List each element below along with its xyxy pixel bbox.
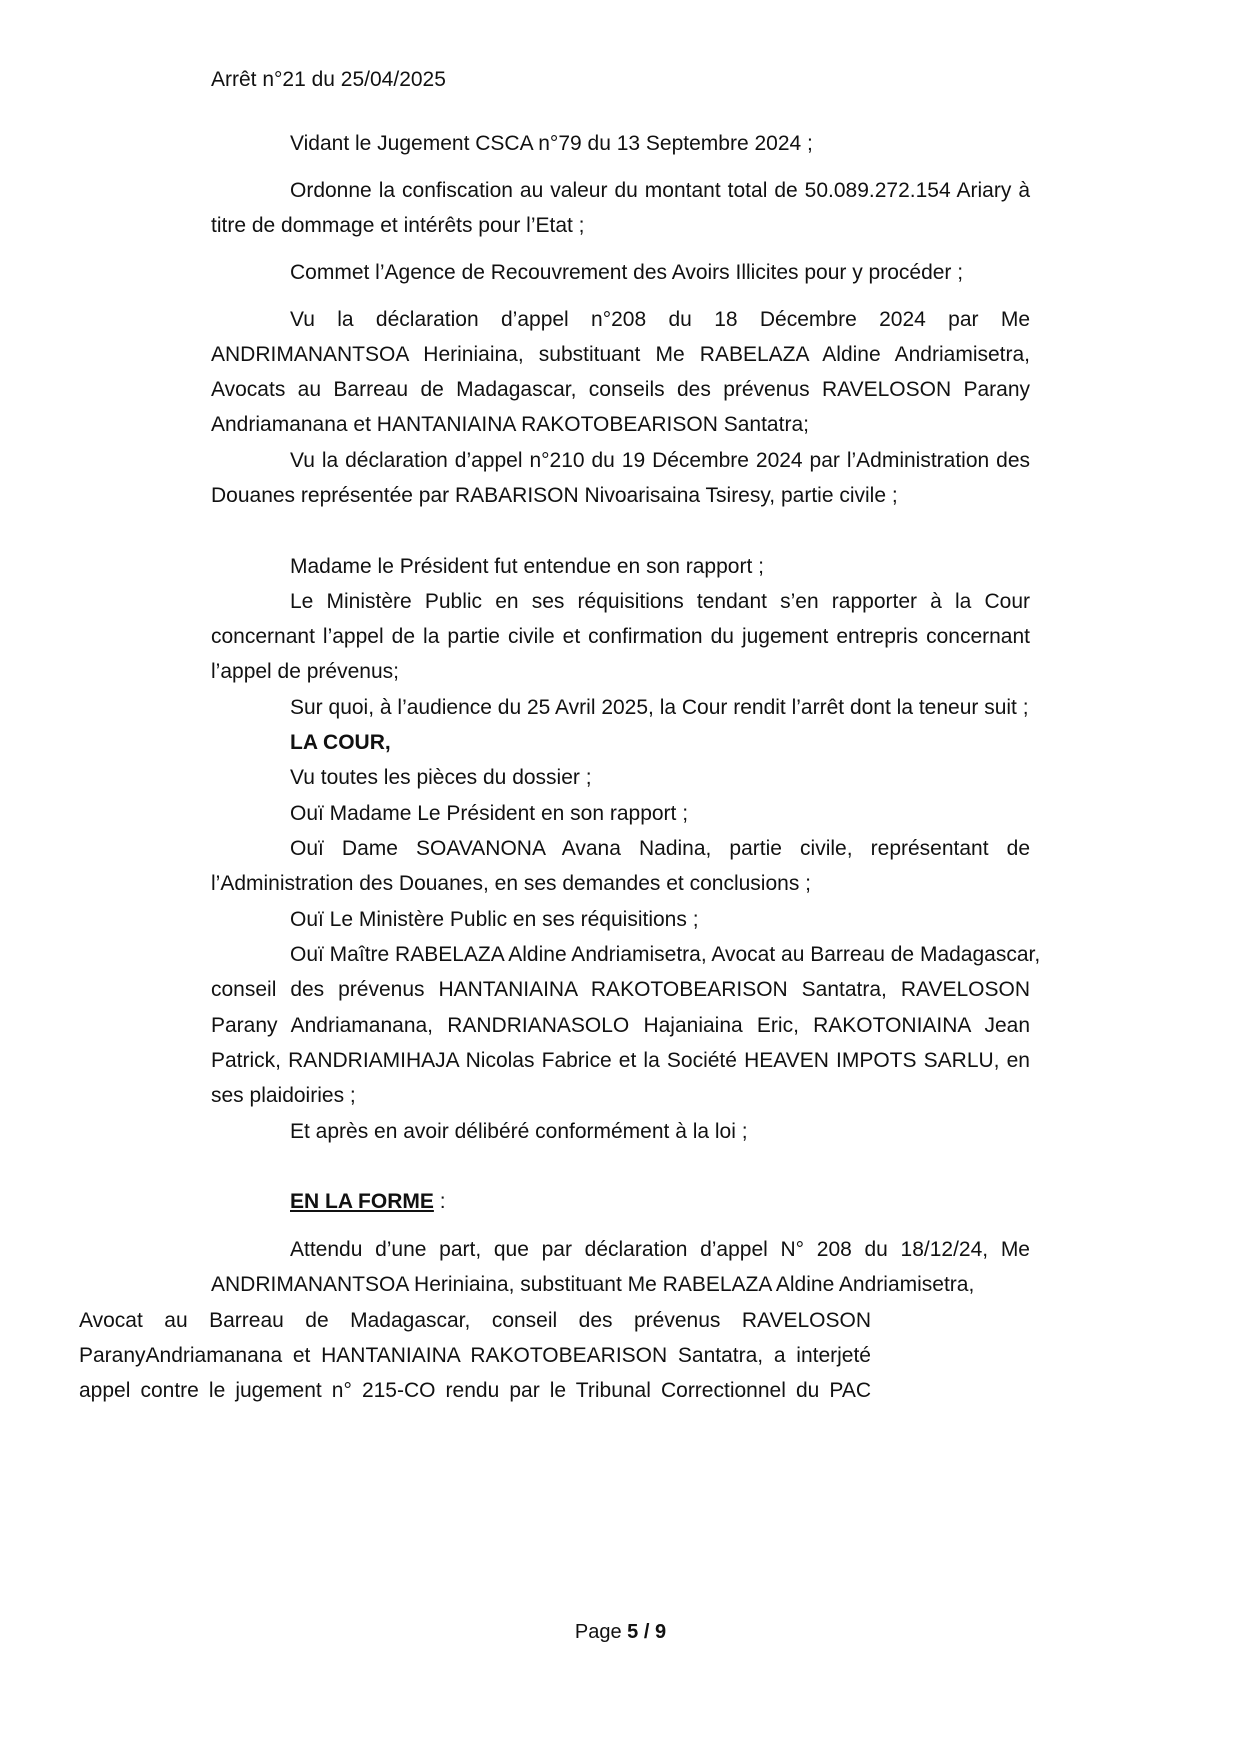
section-heading: [290, 1184, 446, 1220]
text-line: Douanes représentée par RABARISON Nivoarisaina Tsiresy, partie civile ;: [211, 484, 898, 507]
page-separator: /: [643, 1621, 650, 1643]
text-line: Vu la déclaration d’appel n°210 du 19 Décembre 2024 par l’Administration des: [290, 449, 1030, 472]
text-line: Parany Andriamanana, RANDRIANASOLO Hajaniaina Eric, RAKOTONIAINA Jean: [211, 1014, 1030, 1037]
text-line: ses plaidoiries ;: [211, 1084, 356, 1107]
section-heading: LA COUR,: [290, 731, 391, 754]
text-line: ANDRIMANANTSOA Heriniaina, substituant Me RABELAZA Aldine Andriamisetra,: [211, 343, 1030, 366]
text-line: Vidant le Jugement CSCA n°79 du 13 Septembre 2024 ;: [290, 132, 813, 155]
text-line: Ouï Le Ministère Public en ses réquisitions ;: [290, 908, 699, 931]
text-line: Ouï Dame SOAVANONA Avana Nadina, partie civile, représentant de: [290, 837, 1030, 860]
text-line: Attendu d’une part, que par déclaration d’appel N° 208 du 18/12/24, Me: [290, 1238, 1030, 1261]
text-line: Andriamanana et HANTANIAINA RAKOTOBEARISON Santatra;: [211, 413, 809, 436]
text-line: concernant l’appel de la partie civile et confirmation du jugement entrepris concernant: [211, 625, 1030, 648]
text-line: Madame le Président fut entendue en son rapport ;: [290, 555, 764, 578]
text-line: titre de dommage et intérêts pour l’Etat ;: [211, 214, 585, 237]
text-line: l’Administration des Douanes, en ses demandes et conclusions ;: [211, 872, 811, 895]
text-line: Vu la déclaration d’appel n°208 du 18 Décembre 2024 par Me: [290, 308, 1030, 331]
text-line: Ouï Maître RABELAZA Aldine Andriamisetra, Avocat au Barreau de Madagascar,: [290, 943, 1041, 966]
text-line: Sur quoi, à l’audience du 25 Avril 2025, la Cour rendit l’arrêt dont la teneur suit ;: [290, 696, 1029, 719]
text-line: ParanyAndriamanana et HANTANIAINA RAKOTOBEARISON Santatra, a interjeté: [79, 1344, 871, 1367]
text-line: Vu toutes les pièces du dossier ;: [290, 766, 592, 789]
page-current: 5: [627, 1621, 639, 1643]
text-line: appel contre le jugement n° 215-CO rendu par le Tribunal Correctionnel du PAC: [79, 1379, 871, 1402]
text-line: Commet l’Agence de Recouvrement des Avoirs Illicites pour y procéder ;: [290, 261, 964, 284]
text-line: Avocats au Barreau de Madagascar, conseils des prévenus RAVELOSON Parany: [211, 378, 1030, 401]
page-number: [0, 1614, 1241, 1650]
text-line: conseil des prévenus HANTANIAINA RAKOTOBEARISON Santatra, RAVELOSON: [211, 978, 1030, 1001]
text-line: Le Ministère Public en ses réquisitions tendant s’en rapporter à la Cour: [290, 590, 1030, 613]
text-line: Ordonne la confiscation au valeur du montant total de 50.089.272.154 Ariary à: [290, 179, 1030, 202]
text-line: ANDRIMANANTSOA Heriniaina, substituant Me RABELAZA Aldine Andriamisetra,: [211, 1273, 975, 1296]
page-total: 9: [654, 1621, 667, 1643]
text-line: Et après en avoir délibéré conformément à la loi ;: [290, 1120, 748, 1143]
page-label: Page: [574, 1621, 622, 1643]
text-line: Ouï Madame Le Président en son rapport ;: [290, 802, 689, 825]
section-heading-label: EN LA FORME: [290, 1190, 434, 1213]
text-line: Patrick, RANDRIAMIHAJA Nicolas Fabrice et la Société HEAVEN IMPOTS SARLU, en: [211, 1049, 1030, 1072]
text-line: l’appel de prévenus;: [211, 660, 399, 683]
section-heading-colon: :: [433, 1190, 446, 1213]
page-header: Arrêt n°21 du 25/04/2025: [211, 68, 446, 91]
text-line: Avocat au Barreau de Madagascar, conseil des prévenus RAVELOSON: [79, 1309, 871, 1332]
